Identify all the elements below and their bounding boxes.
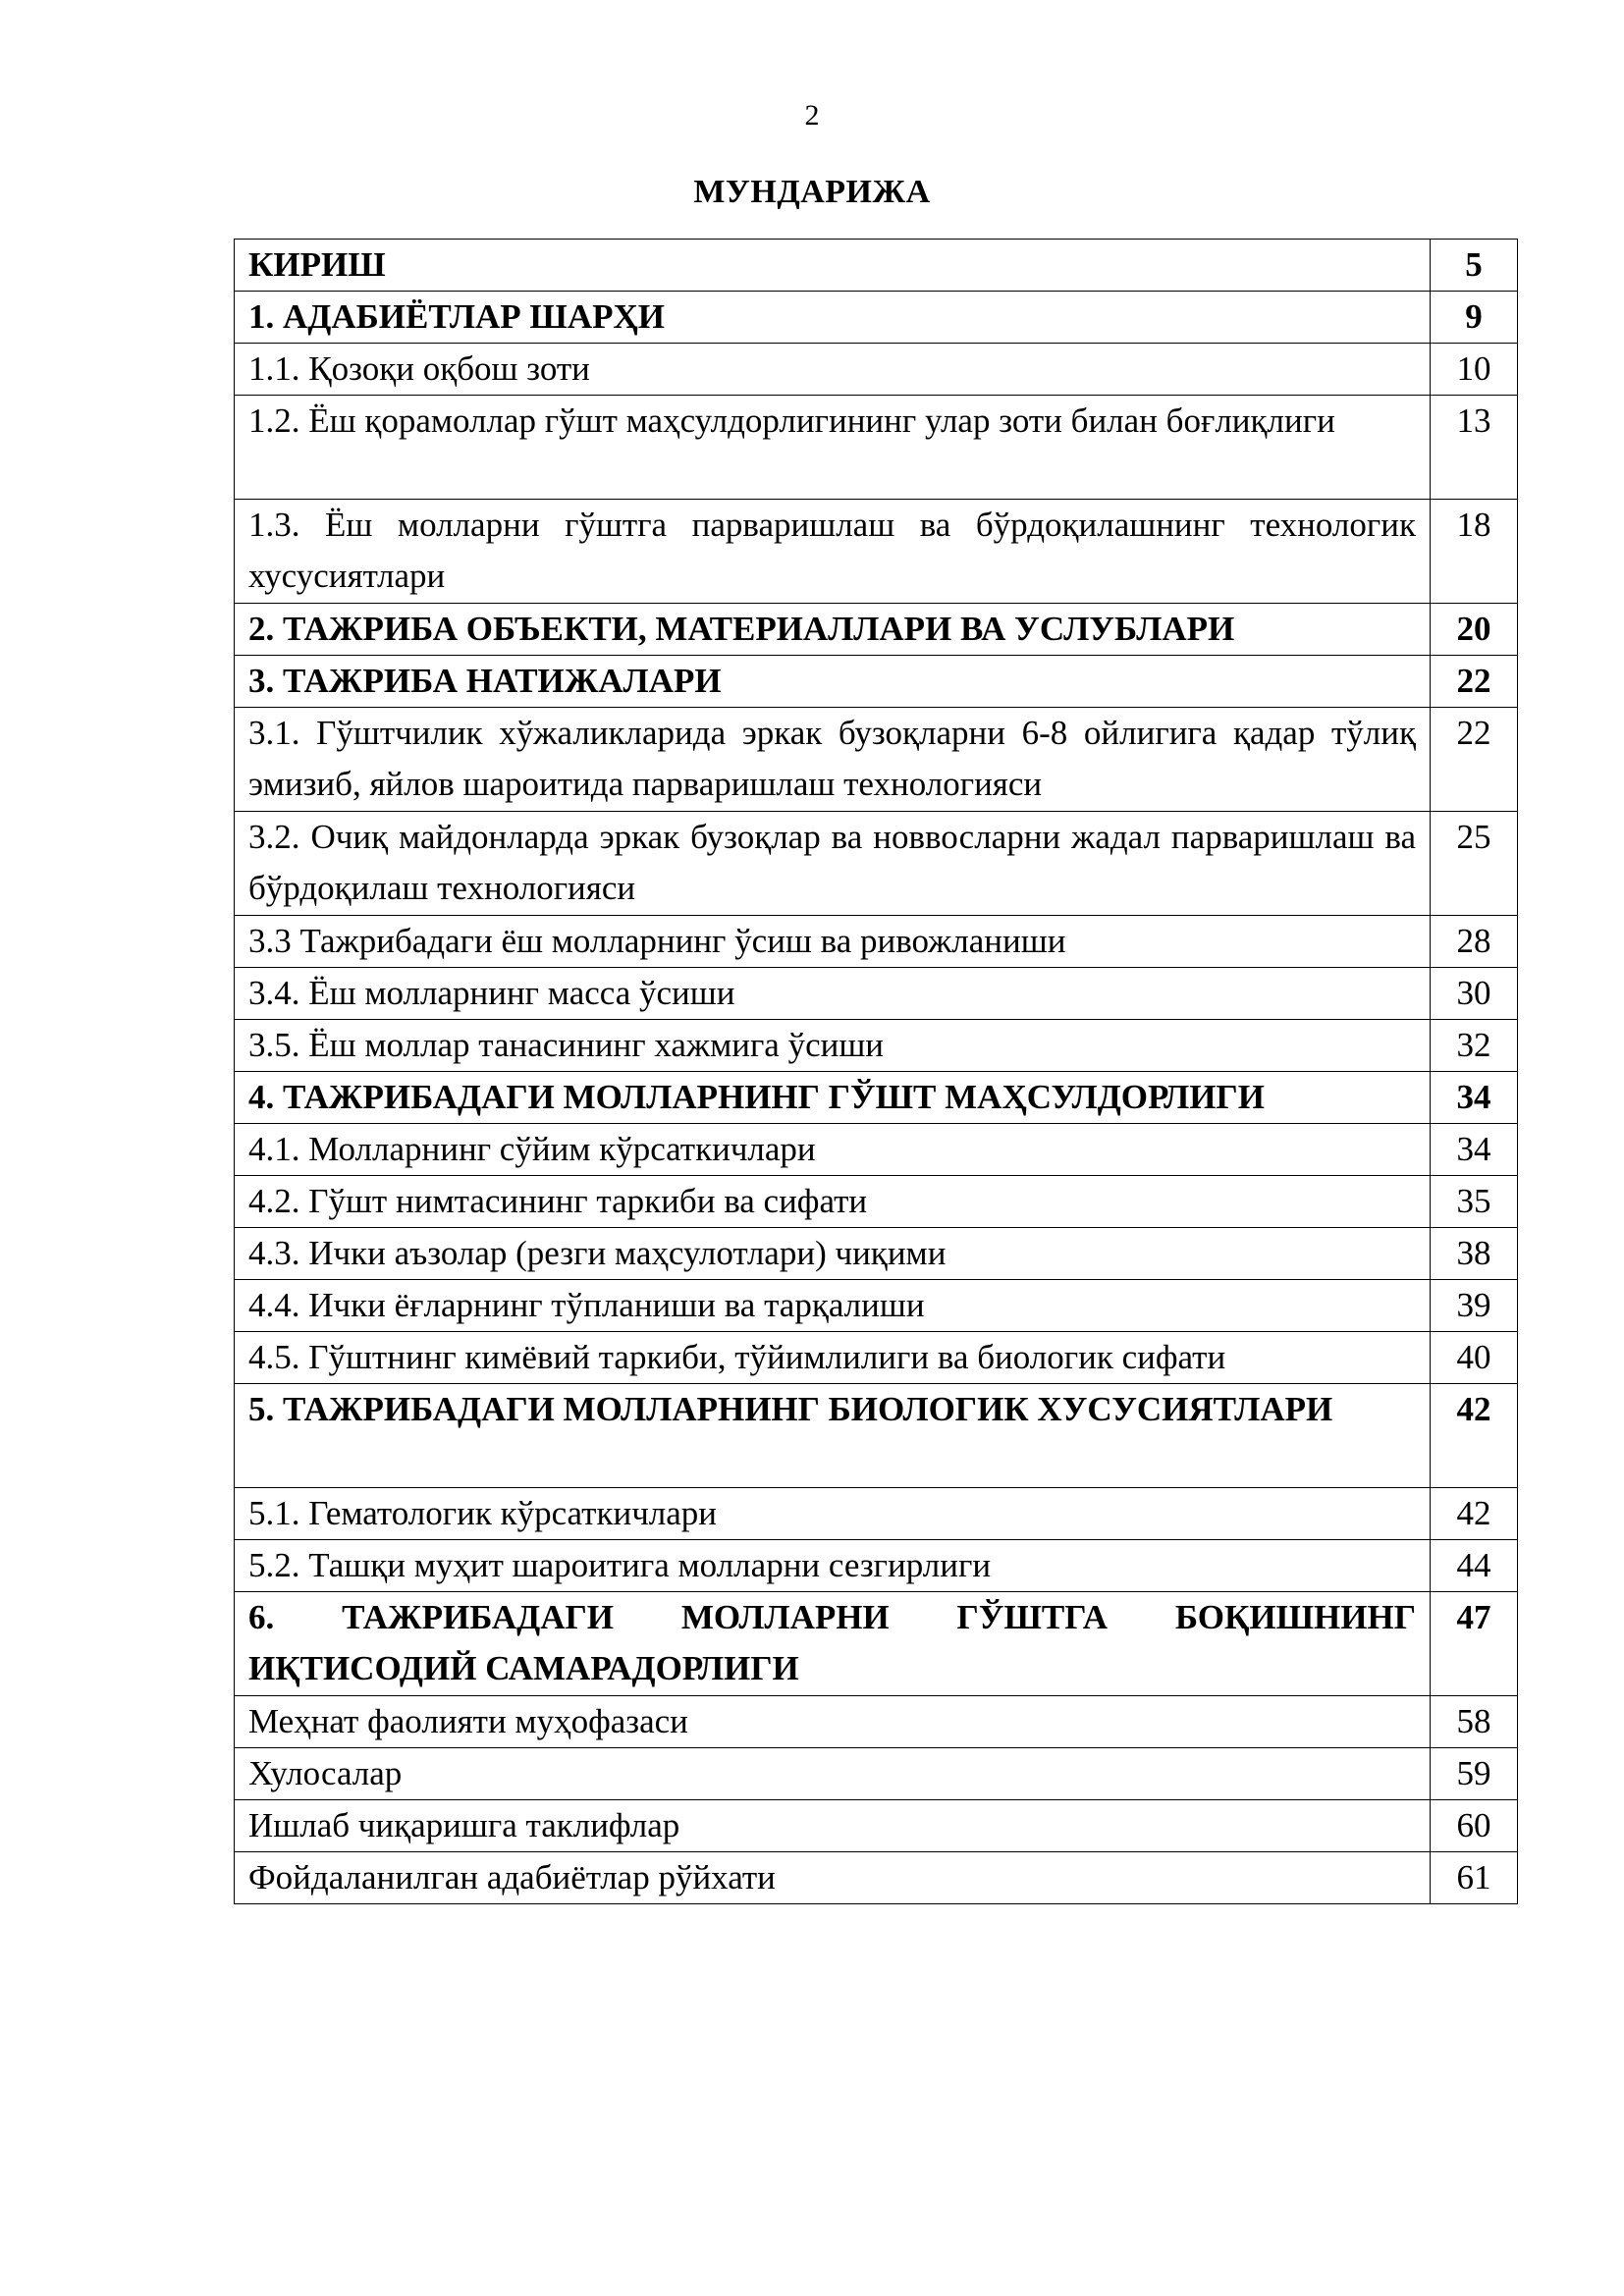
- toc-row: [235, 292, 1518, 344]
- toc-entry-title: 4.5. Гўштнинг кимёвий таркиби, тўйимлилиги ва биологик сифати: [235, 1332, 1431, 1384]
- toc-entry-page: 42: [1431, 1384, 1518, 1488]
- toc-entry-title: 1.1. Қозоқи оқбош зоти: [235, 344, 1431, 396]
- toc-entry-page: 22: [1431, 708, 1518, 812]
- toc-entry-page: 34: [1431, 1124, 1518, 1176]
- toc-row: [235, 1384, 1518, 1488]
- toc-entry-page: 61: [1431, 1852, 1518, 1904]
- toc-row: [235, 604, 1518, 656]
- page-title: МУНДАРИЖА: [693, 174, 931, 210]
- toc-entry-page: 10: [1431, 344, 1518, 396]
- toc-entry-page: 28: [1431, 916, 1518, 968]
- toc-entry-title: 3.3 Тажрибадаги ёш молларнинг ўсиш ва ривожланиши: [235, 916, 1431, 968]
- toc-entry-page: 35: [1431, 1176, 1518, 1228]
- toc-entry-page: 39: [1431, 1280, 1518, 1332]
- toc-entry-page: 59: [1431, 1748, 1518, 1800]
- toc-entry-title: 3.2. Очиқ майдонларда эркак бузоқлар ва новвосларни жадал парваришлаш ва бўрдоқилаш технологияси: [235, 812, 1431, 916]
- toc-entry-title: 5.2. Ташқи муҳит шароитига молларни сезгирлиги: [235, 1540, 1431, 1592]
- toc-entry-title: Хулосалар: [235, 1748, 1431, 1800]
- toc-entry-page: 18: [1431, 500, 1518, 604]
- toc-row: [235, 396, 1518, 500]
- toc-entry-title: 1. АДАБИЁТЛАР ШАРҲИ: [235, 292, 1431, 344]
- toc-row: [235, 656, 1518, 708]
- toc-entry-page: 5: [1431, 240, 1518, 292]
- toc-entry-title: 6. ТАЖРИБАДАГИ МОЛЛАРНИ ГЎШТГА БОҚИШНИНГ ИҚТИСОДИЙ САМАРАДОРЛИГИ: [235, 1592, 1431, 1696]
- toc-entry-title: 1.3. Ёш молларни гўштга парваришлаш ва бўрдоқилашнинг технологик хусусиятлари: [235, 500, 1431, 604]
- toc-row: [235, 968, 1518, 1020]
- toc-entry-title: 4.2. Гўшт нимтасининг таркиби ва сифати: [235, 1176, 1431, 1228]
- toc-entry-title: 3.4. Ёш молларнинг масса ўсиши: [235, 968, 1431, 1020]
- toc-row: [235, 1124, 1518, 1176]
- toc-entry-title: 3.5. Ёш моллар танасининг хажмига ўсиши: [235, 1020, 1431, 1072]
- toc-row: [235, 1176, 1518, 1228]
- toc-row: [235, 240, 1518, 292]
- toc-row: [235, 916, 1518, 968]
- toc-row: [235, 1696, 1518, 1748]
- toc-entry-title: 4.3. Ички аъзолар (резги маҳсулотлари) чиқими: [235, 1228, 1431, 1280]
- toc-row: [235, 812, 1518, 916]
- toc-entry-title: 4. ТАЖРИБАДАГИ МОЛЛАРНИНГ ГЎШТ МАҲСУЛДОРЛИГИ: [235, 1072, 1431, 1124]
- toc-entry-title: 4.4. Ички ёғларнинг тўпланиши ва тарқалиши: [235, 1280, 1431, 1332]
- toc-body: [235, 240, 1518, 1904]
- page-number: 2: [804, 99, 820, 132]
- toc-row: [235, 344, 1518, 396]
- toc-entry-title: 2. ТАЖРИБА ОБЪЕКТИ, МАТЕРИАЛЛАРИ ВА УСЛУБЛАРИ: [235, 604, 1431, 656]
- toc-entry-title: 3.1. Гўштчилик хўжаликларида эркак бузоқларни 6-8 ойлигига қадар тўлиқ эмизиб, яйлов шароитида парваришлаш технологияси: [235, 708, 1431, 812]
- toc-entry-page: 58: [1431, 1696, 1518, 1748]
- toc-entry-page: 40: [1431, 1332, 1518, 1384]
- toc-row: [235, 708, 1518, 812]
- toc-entry-page: 9: [1431, 292, 1518, 344]
- toc-row: [235, 1280, 1518, 1332]
- toc-row: [235, 1852, 1518, 1904]
- toc-entry-page: 42: [1431, 1488, 1518, 1540]
- toc-entry-page: 34: [1431, 1072, 1518, 1124]
- toc-entry-title: 4.1. Молларнинг сўйим кўрсаткичлари: [235, 1124, 1431, 1176]
- toc-row: [235, 1332, 1518, 1384]
- toc-entry-page: 20: [1431, 604, 1518, 656]
- toc-entry-page: 30: [1431, 968, 1518, 1020]
- toc-entry-title: Меҳнат фаолияти муҳофазаси: [235, 1696, 1431, 1748]
- toc-entry-page: 13: [1431, 396, 1518, 500]
- toc-entry-page: 25: [1431, 812, 1518, 916]
- toc-entry-page: 38: [1431, 1228, 1518, 1280]
- toc-entry-title: Ишлаб чиқаришга таклифлар: [235, 1800, 1431, 1852]
- toc-entry-title: 5. ТАЖРИБАДАГИ МОЛЛАРНИНГ БИОЛОГИК ХУСУСИЯТЛАРИ: [235, 1384, 1431, 1488]
- toc-entry-title: Фойдаланилган адабиётлар рўйхати: [235, 1852, 1431, 1904]
- toc-entry-page: 47: [1431, 1592, 1518, 1696]
- toc-entry-title: КИРИШ: [235, 240, 1431, 292]
- toc-row: [235, 1748, 1518, 1800]
- toc-row: [235, 1020, 1518, 1072]
- toc-entry-page: 60: [1431, 1800, 1518, 1852]
- toc-entry-page: 32: [1431, 1020, 1518, 1072]
- toc-row: [235, 1488, 1518, 1540]
- toc-row: [235, 1800, 1518, 1852]
- toc-row: [235, 500, 1518, 604]
- toc-row: [235, 1540, 1518, 1592]
- toc-entry-page: 22: [1431, 656, 1518, 708]
- toc-entry-title: 1.2. Ёш қорамоллар гўшт маҳсулдорлигининг улар зоти билан боғлиқлиги: [235, 396, 1431, 500]
- toc-row: [235, 1592, 1518, 1696]
- toc-entry-title: 5.1. Гематологик кўрсаткичлари: [235, 1488, 1431, 1540]
- toc-entry-page: 44: [1431, 1540, 1518, 1592]
- toc-entry-title: 3. ТАЖРИБА НАТИЖАЛАРИ: [235, 656, 1431, 708]
- toc-row: [235, 1072, 1518, 1124]
- toc-row: [235, 1228, 1518, 1280]
- table-of-contents: [234, 239, 1518, 1904]
